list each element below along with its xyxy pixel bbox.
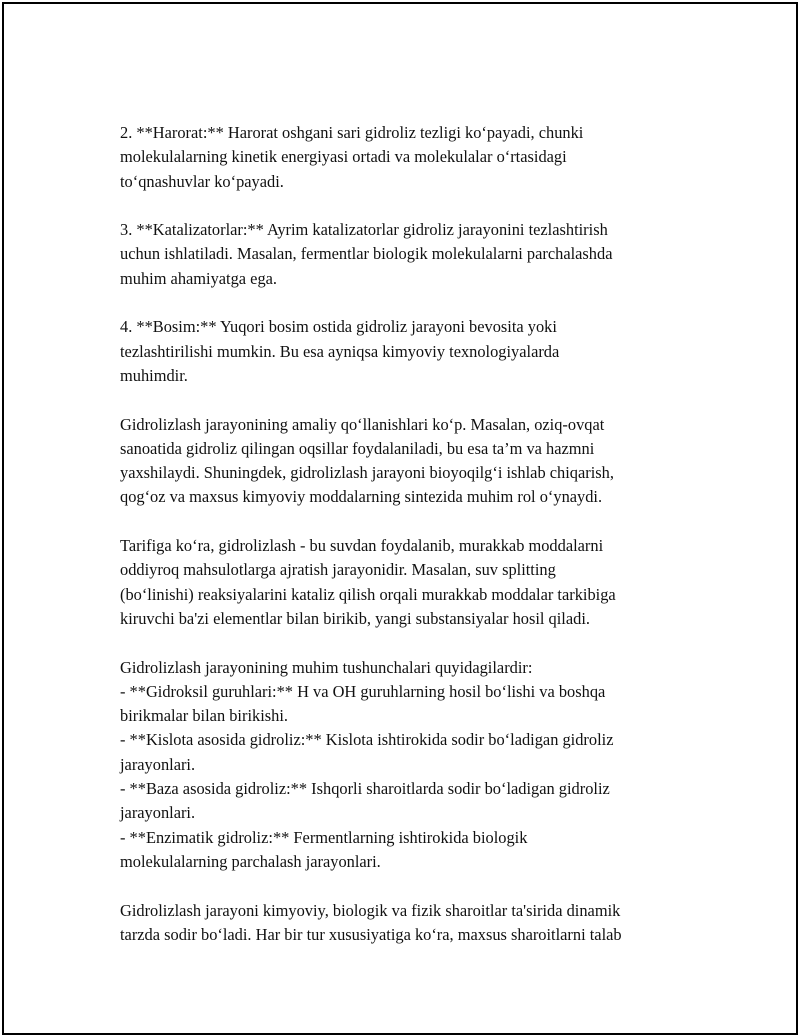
paragraph-closing: Gidrolizlash jarayoni kimyoviy, biologik va fizik sharoitlar ta'sirida dinamik tarzda sodir bo‘ladi. Har bir tur xususiyatiga ko‘ra, maxsus sharoitlarni talab bbox=[120, 900, 622, 944]
list-item: - **Enzimatik gidroliz:** Fermentlarning ishtirokida biologik molekulalarning parchalash jarayonlari. bbox=[120, 827, 528, 871]
paragraph-applications: Gidrolizlash jarayonining amaliy qo‘llanishlari ko‘p. Masalan, oziq-ovqat sanoatida gidroliz qilingan oqsillar foydalaniladi, bu esa ta’m va hazmni yaxshilaydi. Shuningdek, gidrolizlash jarayoni bioyoqilg‘i ishlab chiqarish, qog‘oz va maxsus kimyoviy moddalarning sintezida muhim rol o‘ynaydi. bbox=[120, 414, 614, 507]
concepts-list bbox=[120, 656, 700, 875]
paragraph-pressure: 4. **Bosim:** Yuqori bosim ostida gidroliz jarayoni bevosita yoki tezlashtirilishi mumkin. Bu esa ayniqsa kimyoviy texnologiyalarda muhimdir. bbox=[120, 317, 560, 385]
document-page bbox=[2, 2, 798, 1035]
paragraph-definition: Tarifiga ko‘ra, gidrolizlash - bu suvdan foydalanib, murakkab moddalarni oddiyroq mahsulotlarga ajratish jarayonidir. Masalan, suv splitting (bo‘linishi) reaksiyalarini kataliz qilish orqali murakkab moddalar tarkibiga kiruvchi ba'zi elementlar bilan birikib, yangi substansiyalar hosil qiladi. bbox=[120, 536, 616, 628]
list-item: - **Gidroksil guruhlari:** H va OH guruhlarning hosil bo‘lishi va boshqa birikmalar bilan birikishi. bbox=[120, 681, 606, 726]
document-body bbox=[120, 121, 700, 971]
list-item: - **Baza asosida gidroliz:** Ishqorli sharoitlarda sodir bo‘ladigan gidroliz jarayonlari. bbox=[120, 779, 610, 823]
list-item: - **Kislota asosida gidroliz:** Kislota ishtirokida sodir bo‘ladigan gidroliz jarayonlari. bbox=[120, 730, 614, 774]
concepts-intro: Gidrolizlash jarayonining muhim tushunchalari quyidagilardir: bbox=[120, 657, 533, 677]
paragraph-temperature: 2. **Harorat:** Harorat oshgani sari gidroliz tezligi ko‘payadi, chunki molekulalarning kinetik energiyasi ortadi va molekulalar o‘rtasidagi to‘qnashuvlar ko‘payadi. bbox=[120, 123, 584, 191]
paragraph-catalysts: 3. **Katalizatorlar:** Ayrim katalizatorlar gidroliz jarayonini tezlashtirish uchun ishlatiladi. Masalan, fermentlar biologik molekulalarni parchalashda muhim ahamiyatga ega. bbox=[120, 220, 613, 288]
